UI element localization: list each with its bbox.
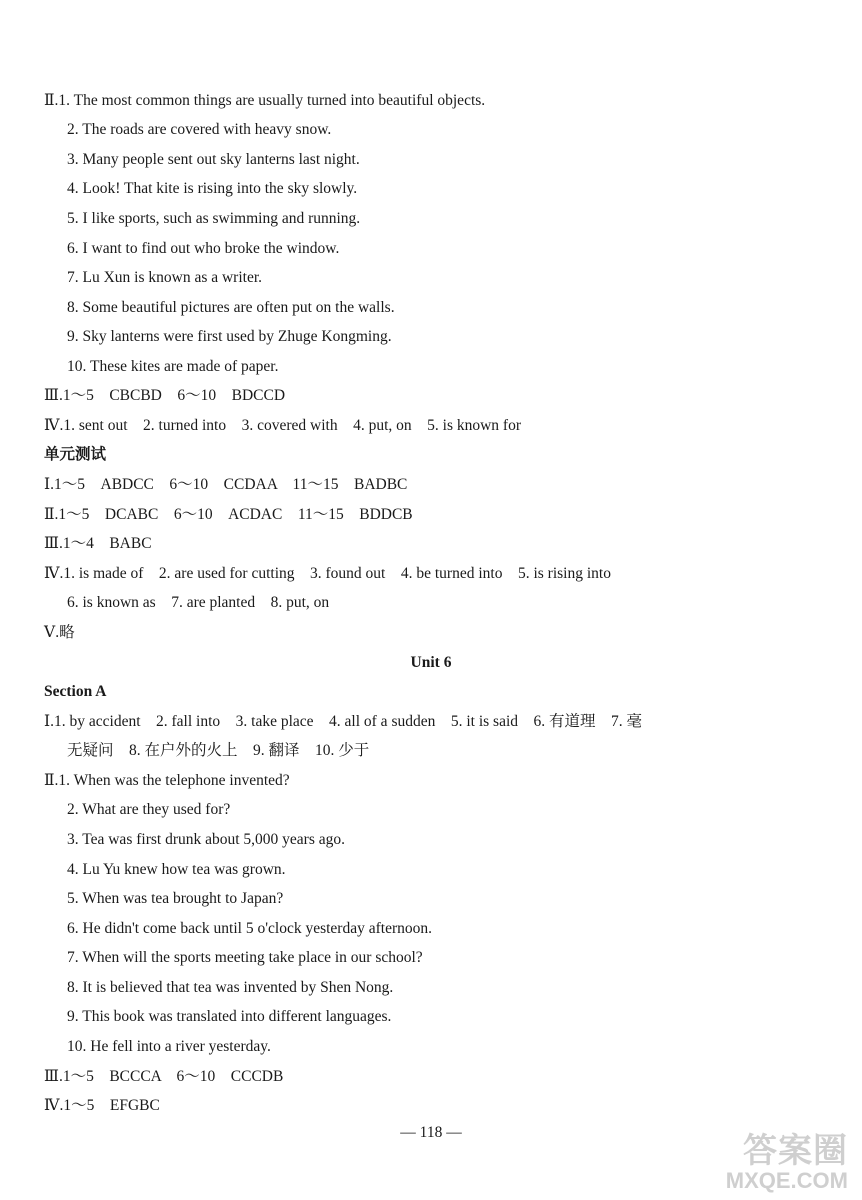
answer-line: Ⅲ.1～4 BABC [44, 535, 152, 552]
answer-line: Ⅳ.1. is made of 2. are used for cutting 3. found out 4. be turned into 5. is rising into [44, 565, 611, 582]
answer-line: 2. The roads are covered with heavy snow. [67, 121, 332, 138]
section-heading: 单元测试 [44, 446, 107, 463]
answer-line: 无疑问 8. 在户外的火上 9. 翻译 10. 少于 [67, 742, 370, 759]
answer-line: 4. Lu Yu knew how tea was grown. [67, 861, 286, 878]
answer-line: 6. is known as 7. are planted 8. put, on [67, 594, 330, 611]
answer-line: 5. I like sports, such as swimming and running. [67, 210, 361, 227]
answer-line: 4. Look! That kite is rising into the sky slowly. [67, 180, 358, 197]
answer-line: Ⅲ.1～5 BCCCA 6～10 CCCDB [44, 1068, 284, 1085]
section-heading: Section A [44, 683, 107, 700]
answer-line: Ⅱ.1. The most common things are usually turned into beautiful objects. [44, 92, 486, 109]
answer-line: 6. I want to find out who broke the window. [67, 240, 340, 257]
answer-line: 3. Many people sent out sky lanterns last night. [67, 151, 360, 168]
answer-line: 6. He didn't come back until 5 o'clock yesterday afternoon. [67, 920, 432, 937]
watermark-logo [726, 1134, 848, 1192]
answer-line: 5. When was tea brought to Japan? [67, 890, 284, 907]
answer-line: 9. This book was translated into different languages. [67, 1008, 392, 1025]
answer-line: 9. Sky lanterns were first used by Zhuge Kongming. [67, 328, 392, 345]
answer-line: Ⅳ.1～5 EFGBC [44, 1097, 160, 1114]
answer-line: 10. These kites are made of paper. [67, 358, 279, 375]
answer-line: 7. When will the sports meeting take place in our school? [67, 949, 423, 966]
answer-line: Ⅳ.1. sent out 2. turned into 3. covered with 4. put, on 5. is known for [44, 417, 521, 434]
unit-title: Unit 6 [410, 654, 452, 671]
page-number: — 118 — [400, 1124, 462, 1141]
answer-line: 8. Some beautiful pictures are often put on the walls. [67, 299, 395, 316]
answer-line: 3. Tea was first drunk about 5,000 years ago. [67, 831, 345, 848]
watermark-top: 答案圈 [743, 1132, 848, 1170]
answer-line: Ⅴ.略 [44, 624, 75, 641]
answer-line: Ⅱ.1. When was the telephone invented? [44, 772, 290, 789]
answer-line: Ⅱ.1～5 DCABC 6～10 ACDAC 11～15 BDDCB [44, 506, 413, 523]
answer-line: Ⅰ.1. by accident 2. fall into 3. take place 4. all of a sudden 5. it is said 6. 有道理 7. 毫 [44, 713, 643, 730]
answer-line: Ⅰ.1～5 ABDCC 6～10 CCDAA 11～15 BADBC [44, 476, 408, 493]
answer-line: 7. Lu Xun is known as a writer. [67, 269, 263, 286]
watermark-bottom: MXQE.COM [725, 1168, 848, 1193]
answer-line: 8. It is believed that tea was invented by Shen Nong. [67, 979, 394, 996]
answer-line: 10. He fell into a river yesterday. [67, 1038, 271, 1055]
answer-line: Ⅲ.1～5 CBCBD 6～10 BDCCD [44, 387, 286, 404]
answer-line: 2. What are they used for? [67, 801, 231, 818]
